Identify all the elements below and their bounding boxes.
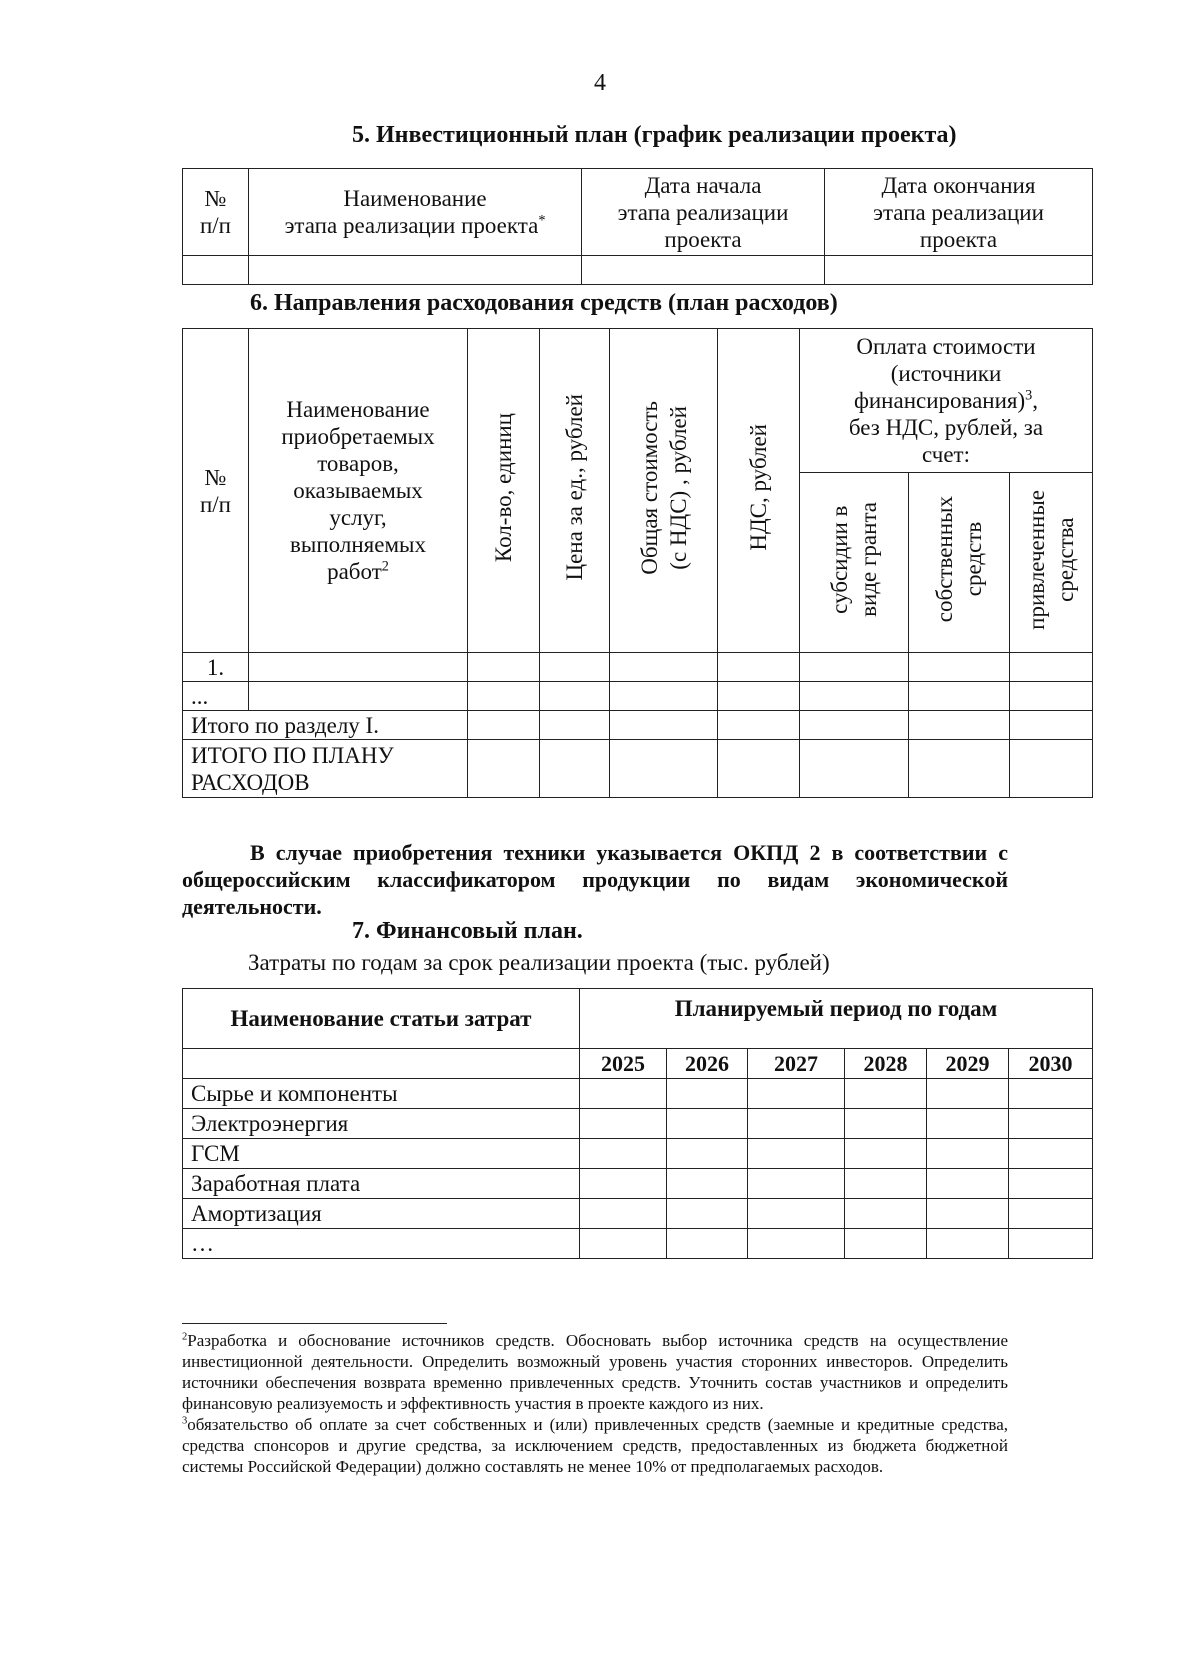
cost-item: … xyxy=(183,1229,580,1259)
footnote-divider xyxy=(182,1323,447,1324)
table-row xyxy=(183,1079,1093,1109)
investment-plan-table xyxy=(182,168,1093,285)
item-line7-wrap xyxy=(249,558,467,585)
item-line6: выполняемых xyxy=(290,532,426,557)
own-line2: средств xyxy=(961,522,986,597)
header-end-line1: Дата окончания xyxy=(881,172,1036,198)
item-sup: 2 xyxy=(381,558,389,575)
header-num-line2: п/п xyxy=(199,491,231,517)
header-num-line2: п/п xyxy=(199,213,231,238)
item-line5: услуг, xyxy=(329,505,387,530)
payment-line2: (источники xyxy=(890,361,1002,386)
header-vat-text: НДС, рублей xyxy=(746,424,771,551)
cost-item: Амортизация xyxy=(183,1199,580,1229)
table-row xyxy=(183,653,1093,682)
header-end-line2: этапа реализации xyxy=(873,199,1044,225)
note-text: В случае приобретения техники указывается ОКПД 2 в соответствии с общероссийским классификатором продукции по видам экономической деятельности. xyxy=(182,840,1008,919)
header-end-date xyxy=(825,169,1093,256)
header-stage-mark: * xyxy=(538,212,546,229)
header-stage-name xyxy=(249,169,582,256)
table-cell xyxy=(825,256,1093,285)
section5-title: 5. Инвестиционный план (график реализации проекта) xyxy=(352,122,957,148)
table-cell xyxy=(582,256,825,285)
table-row xyxy=(183,682,1093,711)
header-period: Планируемый период по годам xyxy=(580,989,1093,1049)
year-2026: 2026 xyxy=(667,1049,748,1079)
own-line1: собственных xyxy=(932,496,957,623)
header-vat xyxy=(718,329,800,653)
header-start-date xyxy=(582,169,825,256)
header-total-line1: Общая стоимость xyxy=(636,400,662,575)
header-num-line1: № xyxy=(204,186,227,211)
table-row xyxy=(183,1169,1093,1199)
header-grant-wrap xyxy=(825,502,883,617)
attracted-line2: средства xyxy=(1053,517,1078,602)
header-total-cost-wrap xyxy=(635,401,693,575)
header-num xyxy=(183,169,249,256)
header-stage-line2: этапа реализации проекта xyxy=(284,213,539,238)
footnotes xyxy=(182,1330,1008,1477)
item-line7: работ xyxy=(327,559,382,584)
item-line1: Наименование xyxy=(286,397,430,422)
grant-line1: субсидии в xyxy=(827,505,852,614)
footnote-3-mark: 3 xyxy=(182,1415,188,1427)
header-total-cost xyxy=(610,329,718,653)
row-label: Итого по разделу I. xyxy=(183,711,468,740)
year-2028: 2028 xyxy=(845,1049,927,1079)
row-label: 1. xyxy=(183,653,249,682)
year-2029: 2029 xyxy=(927,1049,1009,1079)
header-grant xyxy=(800,473,909,653)
expense-plan-table xyxy=(182,328,1093,798)
table-row xyxy=(183,1199,1093,1229)
payment-sup: 3 xyxy=(1025,387,1033,404)
footnote-3 xyxy=(182,1414,1008,1477)
header-stage-line2-wrap xyxy=(249,212,581,239)
cost-item: Электроэнергия xyxy=(183,1109,580,1139)
header-num xyxy=(183,329,249,653)
section7-title: 7. Финансовый план. xyxy=(352,918,583,944)
year-2030: 2030 xyxy=(1009,1049,1093,1079)
header-item-name xyxy=(249,329,468,653)
grant-line2: виде гранта xyxy=(856,502,881,617)
header-qty-text: Кол-во, единиц xyxy=(491,412,516,563)
payment-line5: счет: xyxy=(922,442,970,467)
year-2027: 2027 xyxy=(748,1049,845,1079)
footnote-2-text: Разработка и обоснование источников средств. Обосновать выбор источника средств на осуществление инвестиционной деятельности. Определить возможный уровень участия сторонних инвесторов. Определить источники обеспечения возврата временно привлеченных средств. Уточнить состав участников и определить финансовую реализуемость и эффективность участия в проекте каждого из них. xyxy=(182,1331,1008,1413)
section7-subtitle: Затраты по годам за срок реализации проекта (тыс. рублей) xyxy=(248,950,830,975)
table-cell xyxy=(249,256,582,285)
header-item: Наименование статьи затрат xyxy=(183,989,580,1049)
header-unit-price xyxy=(540,329,610,653)
header-own-funds xyxy=(909,473,1010,653)
row-label: ИТОГО ПО ПЛАНУ РАСХОДОВ xyxy=(183,740,468,798)
header-unit-price-text: Цена за ед., рублей xyxy=(562,394,587,581)
year-2025: 2025 xyxy=(580,1049,667,1079)
header-start-line1: Дата начала xyxy=(644,172,762,198)
footnote-3-text: обязательство об оплате за счет собственных и (или) привлеченных средств (заемные и кредитные средства, средства спонсоров и другие средства, за исключением средств, предоставленных из бюджета бюджетной системы Российской Федерации) должно составлять не менее 10% от предполагаемых расходов. xyxy=(182,1415,1008,1476)
section6-title: 6. Направления расходования средств (план расходов) xyxy=(250,290,838,316)
financial-plan-table xyxy=(182,988,1093,1259)
table-row xyxy=(183,1139,1093,1169)
table-row xyxy=(183,711,1093,740)
header-attracted-wrap xyxy=(1022,490,1080,630)
header-qty xyxy=(468,329,540,653)
cost-item: Сырье и компоненты xyxy=(183,1079,580,1109)
header-attracted-funds xyxy=(1010,473,1093,653)
table-row xyxy=(183,740,1093,798)
row-label: ... xyxy=(183,682,249,711)
header-start-line3: проекта xyxy=(664,226,742,252)
footnote-2-mark: 2 xyxy=(182,1331,188,1343)
header-total-line2: (с НДС) , рублей xyxy=(665,405,691,570)
table-cell xyxy=(183,256,249,285)
header-num-line1: № xyxy=(204,464,227,490)
attracted-line1: привлеченные xyxy=(1024,489,1049,630)
header-end-line3: проекта xyxy=(919,226,998,252)
header-payment xyxy=(800,329,1093,473)
table-row xyxy=(183,256,1093,285)
note-paragraph xyxy=(182,839,1008,920)
footnote-2 xyxy=(182,1330,1008,1414)
payment-line3-wrap: финансирования)$^3$, xyxy=(853,387,1039,413)
cost-item: ГСМ xyxy=(183,1139,580,1169)
item-line2: приобретаемых xyxy=(281,424,435,449)
header-start-line2: этапа реализации xyxy=(617,199,789,225)
header-own-wrap xyxy=(930,496,988,622)
payment-line1: Оплата стоимости xyxy=(856,334,1036,359)
table-row xyxy=(183,1229,1093,1259)
item-line4: оказываемых xyxy=(293,478,423,503)
item-line3: товаров, xyxy=(317,451,399,476)
table-row xyxy=(183,1109,1093,1139)
header-stage-line1: Наименование xyxy=(343,186,487,211)
page-number: 4 xyxy=(594,70,606,96)
payment-line3: финансирования) xyxy=(853,388,1026,413)
cost-item: Заработная плата xyxy=(183,1169,580,1199)
payment-line4: без НДС, рублей, за xyxy=(848,415,1044,440)
